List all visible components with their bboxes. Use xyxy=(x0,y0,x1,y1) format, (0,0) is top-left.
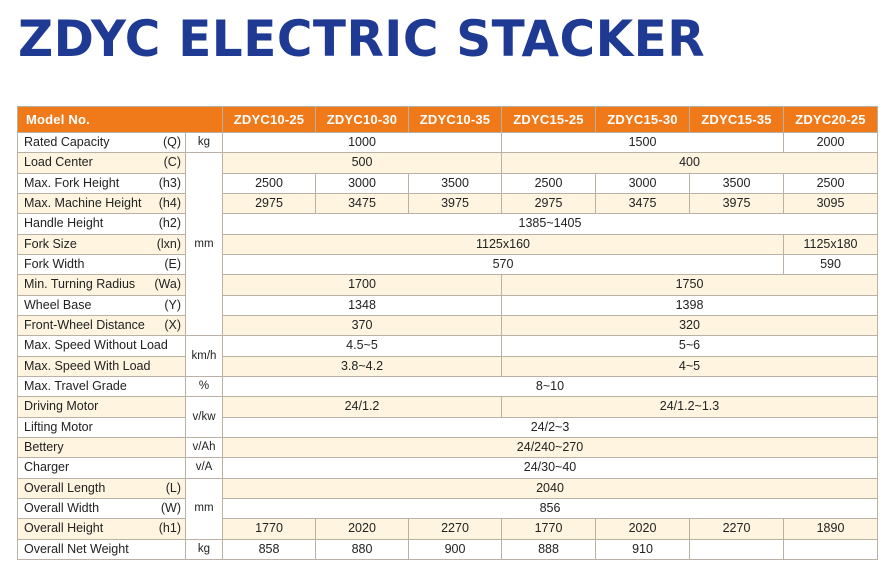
value-cell: 24/240~270 xyxy=(223,437,878,457)
parameter-symbol: (L) xyxy=(165,480,181,495)
model-header: Model No. xyxy=(18,107,223,133)
unit-cell: % xyxy=(186,376,223,396)
parameter-name: Max. Fork Height xyxy=(24,175,120,190)
value-cell: 1890 xyxy=(784,519,878,539)
value-cell: 856 xyxy=(223,498,878,518)
unit-cell: v/Ah xyxy=(186,437,223,457)
parameter-symbol: (C) xyxy=(163,155,181,170)
model-column-header: ZDYC15-30 xyxy=(596,107,690,133)
parameter-symbol: (Y) xyxy=(164,297,181,312)
value-cell: 24/2~3 xyxy=(223,417,878,437)
parameter-name: Overall Height xyxy=(24,521,104,536)
parameter-cell xyxy=(18,356,186,376)
value-cell: 910 xyxy=(596,539,690,559)
parameter-cell xyxy=(18,417,186,437)
parameter-name: Driving Motor xyxy=(24,399,99,414)
value-cell: 24/30~40 xyxy=(223,458,878,478)
parameter-name: Fork Width xyxy=(24,257,85,272)
parameter-name: Min. Turning Radius xyxy=(24,277,136,292)
parameter-symbol: (h2) xyxy=(158,216,181,231)
parameter-cell xyxy=(18,397,186,417)
value-cell: 1500 xyxy=(502,133,784,153)
value-cell: 3500 xyxy=(409,173,502,193)
parameter-cell xyxy=(18,234,186,254)
table-row xyxy=(18,336,878,356)
table-header xyxy=(18,107,878,133)
parameter-name: Fork Size xyxy=(24,236,77,251)
value-cell: 2500 xyxy=(502,173,596,193)
value-cell: 1348 xyxy=(223,295,502,315)
table-row xyxy=(18,234,878,254)
table-body xyxy=(18,133,878,560)
parameter-symbol: (E) xyxy=(164,257,181,272)
value-cell: 4.5~5 xyxy=(223,336,502,356)
value-cell: 900 xyxy=(409,539,502,559)
parameter-name: Overall Width xyxy=(24,501,100,516)
parameter-name: Max. Machine Height xyxy=(24,196,142,211)
value-cell: 400 xyxy=(502,153,878,173)
value-cell: 1125x160 xyxy=(223,234,784,254)
table-row xyxy=(18,437,878,457)
unit-cell: kg xyxy=(186,539,223,559)
value-cell: 3500 xyxy=(690,173,784,193)
value-cell: 1000 xyxy=(223,133,502,153)
model-column-header: ZDYC15-25 xyxy=(502,107,596,133)
value-cell: 570 xyxy=(223,254,784,274)
parameter-name: Front-Wheel Distance xyxy=(24,318,145,333)
parameter-name: Handle Height xyxy=(24,216,104,231)
value-cell: 8~10 xyxy=(223,376,878,396)
model-column-header: ZDYC15-35 xyxy=(690,107,784,133)
unit-cell: km/h xyxy=(186,336,223,377)
model-column-header: ZDYC10-25 xyxy=(223,107,316,133)
parameter-name: Lifting Motor xyxy=(24,419,93,434)
table-row xyxy=(18,356,878,376)
value-cell: 3475 xyxy=(596,193,690,213)
parameter-name: Load Center xyxy=(24,155,93,170)
unit-cell: kg xyxy=(186,133,223,153)
value-cell: 2270 xyxy=(690,519,784,539)
value-cell: 4~5 xyxy=(502,356,878,376)
parameter-cell xyxy=(18,214,186,234)
parameter-cell xyxy=(18,336,186,356)
value-cell: 1125x180 xyxy=(784,234,878,254)
value-cell: 858 xyxy=(223,539,316,559)
parameter-cell xyxy=(18,315,186,335)
unit-cell: mm xyxy=(186,478,223,539)
parameter-cell xyxy=(18,173,186,193)
table-row xyxy=(18,376,878,396)
parameter-cell xyxy=(18,295,186,315)
parameter-name: Overall Length xyxy=(24,480,106,495)
parameter-name: Charger xyxy=(24,460,70,475)
value-cell: 2020 xyxy=(596,519,690,539)
spec-table xyxy=(17,106,878,560)
value-cell: 3095 xyxy=(784,193,878,213)
page-title: ZDYC ELECTRIC STACKER xyxy=(18,10,706,68)
model-column-header: ZDYC10-35 xyxy=(409,107,502,133)
value-cell: 1770 xyxy=(223,519,316,539)
value-cell: 3975 xyxy=(409,193,502,213)
table-row xyxy=(18,397,878,417)
parameter-cell xyxy=(18,478,186,498)
model-column-header: ZDYC10-30 xyxy=(316,107,409,133)
value-cell: 2040 xyxy=(223,478,878,498)
value-cell: 370 xyxy=(223,315,502,335)
value-cell: 880 xyxy=(316,539,409,559)
parameter-symbol: (h3) xyxy=(158,175,181,190)
parameter-cell xyxy=(18,153,186,173)
parameter-symbol: (h1) xyxy=(158,521,181,536)
table-row xyxy=(18,539,878,559)
value-cell xyxy=(690,539,784,559)
unit-cell: v/kw xyxy=(186,397,223,438)
parameter-symbol: (h4) xyxy=(158,196,181,211)
value-cell: 1385~1405 xyxy=(223,214,878,234)
parameter-cell xyxy=(18,458,186,478)
value-cell: 2975 xyxy=(223,193,316,213)
value-cell: 1770 xyxy=(502,519,596,539)
value-cell: 1398 xyxy=(502,295,878,315)
parameter-symbol: (X) xyxy=(164,318,181,333)
value-cell: 5~6 xyxy=(502,336,878,356)
value-cell: 24/1.2 xyxy=(223,397,502,417)
parameter-cell xyxy=(18,193,186,213)
table-row xyxy=(18,498,878,518)
value-cell: 3.8~4.2 xyxy=(223,356,502,376)
value-cell: 320 xyxy=(502,315,878,335)
parameter-symbol: (Wa) xyxy=(154,277,181,292)
parameter-cell xyxy=(18,498,186,518)
table-row xyxy=(18,295,878,315)
unit-cell: v/A xyxy=(186,458,223,478)
table-row xyxy=(18,458,878,478)
value-cell: 500 xyxy=(223,153,502,173)
parameter-symbol: (Q) xyxy=(162,135,181,150)
value-cell: 888 xyxy=(502,539,596,559)
table-row xyxy=(18,254,878,274)
value-cell: 2000 xyxy=(784,133,878,153)
value-cell: 2500 xyxy=(223,173,316,193)
parameter-name: Bettery xyxy=(24,440,64,455)
parameter-symbol: (lxn) xyxy=(156,236,181,251)
table-row xyxy=(18,133,878,153)
parameter-cell xyxy=(18,254,186,274)
model-column-header: ZDYC20-25 xyxy=(784,107,878,133)
parameter-name: Max. Speed With Load xyxy=(24,358,151,373)
value-cell: 3475 xyxy=(316,193,409,213)
value-cell: 2020 xyxy=(316,519,409,539)
table-row xyxy=(18,214,878,234)
value-cell: 3975 xyxy=(690,193,784,213)
parameter-cell xyxy=(18,539,186,559)
value-cell: 3000 xyxy=(596,173,690,193)
table-row xyxy=(18,478,878,498)
parameter-name: Max. Travel Grade xyxy=(24,379,127,394)
parameter-cell xyxy=(18,437,186,457)
table-row xyxy=(18,519,878,539)
table-row xyxy=(18,173,878,193)
header-row xyxy=(18,107,878,133)
value-cell xyxy=(784,539,878,559)
value-cell: 2975 xyxy=(502,193,596,213)
parameter-name: Rated Capacity xyxy=(24,135,110,150)
parameter-name: Wheel Base xyxy=(24,297,92,312)
parameter-cell xyxy=(18,275,186,295)
value-cell: 2270 xyxy=(409,519,502,539)
parameter-cell xyxy=(18,133,186,153)
table-row xyxy=(18,417,878,437)
table-row xyxy=(18,275,878,295)
value-cell: 3000 xyxy=(316,173,409,193)
unit-cell: mm xyxy=(186,153,223,336)
parameter-cell xyxy=(18,376,186,396)
value-cell: 1750 xyxy=(502,275,878,295)
parameter-cell xyxy=(18,519,186,539)
parameter-name: Overall Net Weight xyxy=(24,541,129,556)
parameter-symbol: (W) xyxy=(160,501,181,516)
value-cell: 24/1.2~1.3 xyxy=(502,397,878,417)
parameter-name: Max. Speed Without Load xyxy=(24,338,168,353)
value-cell: 590 xyxy=(784,254,878,274)
value-cell: 1700 xyxy=(223,275,502,295)
table-row xyxy=(18,193,878,213)
table-row xyxy=(18,153,878,173)
value-cell: 2500 xyxy=(784,173,878,193)
table-row xyxy=(18,315,878,335)
